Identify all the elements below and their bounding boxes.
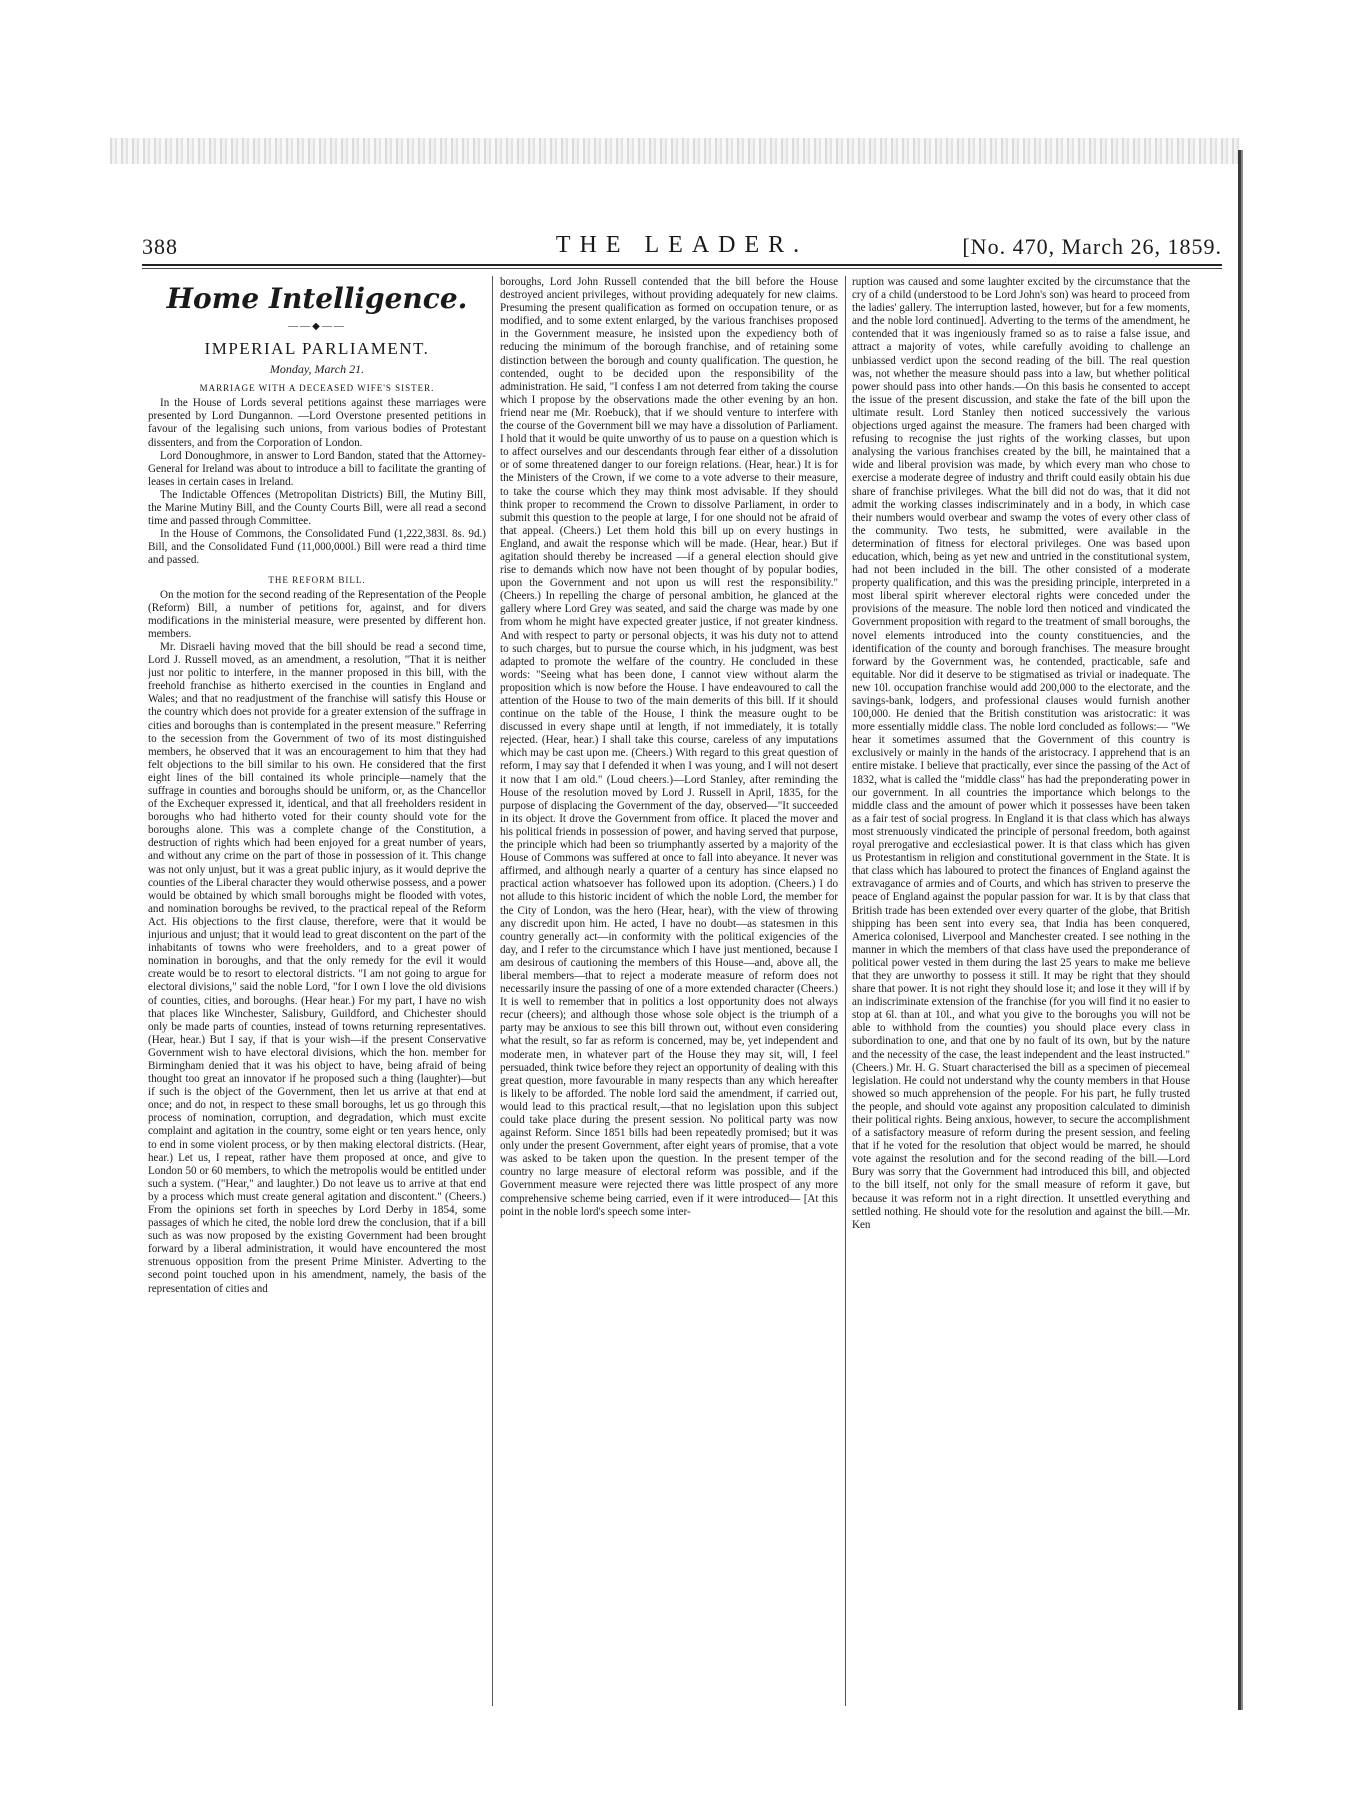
page-number: 388 bbox=[142, 234, 178, 259]
scan-artifact-right-edge bbox=[1238, 150, 1250, 1710]
subheading-reform-bill: THE REFORM BILL. bbox=[268, 574, 366, 585]
column-divider bbox=[845, 276, 846, 1706]
paragraph: The Indictable Offences (Metropolitan Districts) Bill, the Mutiny Bill, the Marine Mutiny Bill, and the County Courts Bill, were all read a second time and passed through Committee. bbox=[148, 488, 486, 528]
newspaper-title: THE LEADER. bbox=[555, 232, 809, 258]
column-divider bbox=[492, 276, 493, 1706]
paragraph: Lord Donoughmore, in answer to Lord Bandon, stated that the Attorney-General for Ireland was about to introduce a bill to facilitate the granting of leases in certain cases in Ireland. bbox=[148, 449, 486, 488]
column-2 bbox=[500, 276, 838, 1726]
article-heading: IMPERIAL PARLIAMENT. bbox=[204, 339, 430, 359]
ornament-icon: ——◆—— bbox=[288, 321, 346, 332]
paragraph: boroughs, Lord John Russell contended that the bill before the House destroyed ancient privileges, without providing adequately for new claims. Presuming the present qualification as formed on occupation tenure, or as modified, and to some extent enlarged, by the various franchises proposed in the Government measure, he insisted upon the expediency both of reducing the minimum of the borough franchise, and of retaining some distinction between the borough and county qualification. The question, he contended, ought to be decided upon the responsibility of the administration. He said, "I confess I am not deterred from taking the course which I propose by the observations made the other evening by an hon. friend near me (Mr. Roebuck), that if we should venture to interfere with the course of the Government bill we may have a dissolution of Parliament. I hold that it would be quite unworthy of us to pause on a question which is to affect ourselves and our descendants through fear either of a dissolution or of some threatened danger to our foreign relations. (Hear, hear.) It is for the Ministers of the Crown, if we come to a vote adverse to their measure, to take the course which they may think most advisable. If they should think proper to recommend the Crown to dissolve Parliament, in order to submit this question to the people at large, I for one should not be afraid of that appeal. (Cheers.) Let them hold this bill up on every hustings in England, and await the response which will be made. (Hear, hear.) But if agitation should thereby be increased —if a general election should give rise to demands which now have not been thought of by popular bodies, upon the Government and not upon us will rest the responsibility." (Cheers.) In repelling the charge of personal ambition, he glanced at the gallery where Lord Grey was seated, and said the charge was made by one from whom he might have expected greater justice, if not greater kindness. And with respect to party or personal objects, it was his duty not to attend to such charges, but to pursue the course which, in his judgment, was best adapted to promote the welfare of the country. He concluded in these words: "Seeing what has been done, I cannot view without alarm the proposition which is now before the House. I have endeavoured to call the attention of the House to two of the main demerits of this bill. If it should continue on the table of the House, I think the measure ought to be discussed in every shape until at length, if not immediately, it is totally rejected. (Hear, hear.) I shall take this course, careless of any imputations which may be cast upon me. (Cheers.) With regard to this great question of reform, I may say that I defended it when I was young, and I will not desert it now that I am old." (Loud cheers.)—Lord Stanley, after reminding the House of the resolution moved by Lord J. Russell in April, 1835, for the purpose of displacing the Government of the day, observed—"It succeeded in its object. It drove the Government from office. It placed the mover and his political friends in possession of power, and having served that purpose, the principle which had been so triumphantly asserted by a majority of the House of Commons was suffered at once to fall into abeyance. It never was affirmed, and although nearly a quarter of a century has since elapsed no practical action whatsoever has followed upon its adoption. (Cheers.) I do not allude to this historic incident of which the noble Lord, the member for the City of London, was the hero (Hear, hear), with the view of throwing any discredit upon him. He acted, I have no doubt—as statesmen in this country generally act—in conformity with the political exigencies of the day, and I refer to the circumstance which I have just mentioned, because I am desirous of cautioning the members of this House—and, above all, the liberal members—that to reject a moderate measure of reform does not necessarily insure the passing of one of a more extended character (Cheers.) It is well to remember that in politics a lost opportunity does not always recur (cheers); and although those whose sole object is the triumph of a party may be anxious to see this bill thrown out, without even considering what the result, so far as reform is concerned, may be, yet independent and moderate men, in whatever part of the House they may sit, will, I feel persuaded, think twice before they reject an opportunity of dealing with this great question, more favourable in many respects than any which hereafter is likely to be afforded. The noble lord said the amendment, if carried out, would lead to this practical result,—that no legislation upon this subject could take place during the present session. No political party was now against Reform. Since 1851 bills had been repeatedly promised; but it was only under the present Government, after eight years of promise, that a vote was asked to be taken upon the question. In the present temper of the country no large measure of electoral reform was possible, and if the Government measure were rejected there was little prospect of any more comprehensive scheme being carried, even if it were introduced— [At this point in the noble lord's speech some inter- bbox=[500, 276, 838, 1218]
column-3 bbox=[852, 276, 1190, 1726]
paragraph: On the motion for the second reading of the Representation of the People (Reform) Bill, a number of petitions for, against, and for divers modifications in the ministerial measure, were presented by different hon. members. bbox=[148, 588, 486, 640]
masthead bbox=[142, 232, 1222, 262]
issue-info: [No. 470, March 26, 1859. bbox=[962, 234, 1222, 259]
scan-artifact-top bbox=[110, 138, 1240, 164]
subheading-marriage: MARRIAGE WITH A DECEASED WIFE'S SISTER. bbox=[199, 383, 435, 394]
paragraph: ruption was caused and some laughter excited by the circumstance that the cry of a child (understood to be Lord John's son) was heard to proceed from the ladies' gallery. The interruption lasted, however, but for a few moments, and the noble lord continued]. Adverting to the terms of the amendment, he contended that it was ingeniously framed so as to raise a false issue, and attract a majority of votes, while carefully avoiding to challenge an unbiassed verdict upon the second reading of the bill. The real question was, not whether the measure should pass into a law, but whether political power should pass into other hands.—On this basis he consented to accept the issue of the present discussion, and stake the fate of the bill upon the ultimate result. Lord Stanley then noticed successively the various objections urged against the measure. The framers had been charged with refusing to recognise the just rights of the working classes, but upon analysing the various franchises created by the bill, he maintained that a wide and liberal provision was made, by which every man who chose to exercise a moderate degree of industry and thrift could easily obtain his due share of franchise privileges. What the bill did not do was, that it did not admit the working classes indiscriminately and in a body, in which case their numbers would overbear and swamp the votes of every other class of the community. Two tests, he submitted, were available in the determination of fitness for electoral privileges. One was based upon education, which, being as yet new and untried in the constitutional system, had not been included in the bill. The other consisted of a moderate property qualification, and this was the presiding principle, interpreted in a most liberal spirit wherever electoral rights were conceded under the provisions of the measure. The noble lord then noticed and vindicated the Government proposition with regard to the treatment of small boroughs, the novel elements introduced into the county constituencies, and the identification of the county and borough franchises. The measure brought forward by the Government was, he contended, practicable, safe and equitable. Nor did it deserve to be stigmatised as trivial or inadequate. The new 10l. occupation franchise would add 200,000 to the electorate, and the savings-bank, lodgers, and professional clauses would furnish another 100,000. He denied that the British constitution was aristocratic: it was more essentially middle class. The noble lord concluded as follows:— "We hear it sometimes assumed that the Government of this country is exclusively or mainly in the hands of the aristocracy. I apprehend that is an entire mistake. I believe that practically, ever since the passing of the Act of 1832, what is called the "middle class" has had the preponderating power in our government. In all countries the importance which belongs to the middle class and the amount of power which it possesses have been taken as a fair test of social progress. In England it is that class which has always most strenuously vindicated the principle of personal freedom, both against royal prerogative and ecclesiastical power. It is that class which has given us Protestantism in religion and constitutional government in the State. It is that class which has laboured to protect the finances of England against the extravagance of armies and of Courts, and which has striven to preserve the peace of England against the popular passion for war. It is by that class that British trade has been extended over every quarter of the globe, that British shipping has been sent into every sea, that India has been conquered, America colonised, Liverpool and Manchester created. I see nothing in the manner in which the members of that class have used the preponderance of political power vested in them during the last 25 years to make me believe that they are unworthy to possess it still. It may be right that they should share that power. It is not right they should lose it; and lose it they will if by an indiscriminate extension of the franchise (for you will find it no easier to stop at 6l. than at 10l., and what you give to the boroughs you will not be able to withhold from the counties) you should place every class in subordination to one, and that one by no fault of its own, but by the nature and the necessity of the case, the least independent and the least instructed." (Cheers.) Mr. H. G. Stuart characterised the bill as a specimen of piecemeal legislation. He could not understand why the county members in that House showed so much apprehension of the people. For his part, he fully trusted the people, and should vote against any proposition calculated to diminish their political rights. Being anxious, however, to secure the accomplishment of a satisfactory measure of reform during the present session, and feeling that if he voted for the resolution that object would be marred, he should vote against the resolution and for the second reading of the bill.—Lord Bury was sorry that the Government had introduced this bill, and objected to the bill itself, not only for the small measure of reform it gave, but because it was reform not in a right direction. It unsettled everything and settled nothing. He should vote for the resolution and against the bill.—Mr. Ken bbox=[852, 276, 1190, 1231]
paragraph: In the House of Lords several petitions against these marriages were presented by Lord Dungannon. —Lord Overstone presented petitions in favour of the legalising such unions, from various bodies of Protestant dissenters, and from the Corporation of London. bbox=[148, 397, 486, 449]
section-title: Home Intelligence. bbox=[166, 282, 468, 315]
column-1 bbox=[148, 276, 486, 1726]
header-rule bbox=[142, 264, 1222, 266]
header-rule-thin bbox=[142, 268, 1222, 269]
article-date: Monday, March 21. bbox=[269, 362, 365, 377]
paragraph: Mr. Disraeli having moved that the bill should be read a second time, Lord J. Russell moved, as an amendment, a resolution, "That it is neither just nor politic to interfere, in the manner proposed in this bill, with the freehold franchise as hitherto exercised in the counties in England and Wales; and that no readjustment of the franchise will satisfy this House or the country which does not provide for a greater extension of the suffrage in cities and boroughs than is contemplated in the present measure." Referring to the secession from the Government of two of its most distinguished members, he observed that it was an encouragement to him that they had felt objections to the bill similar to his own. He considered that the first eight lines of the bill contained its whole principle—namely that the suffrage in counties and boroughs should be uniform, or, as the Chancellor of the Exchequer expressed it, identical, and that all freeholders resident in boroughs who had hitherto voted for their county should vote for the boroughs alone. This was a complete change of the Constitution, a destruction of rights which had been enjoyed for a great number of years, and without any crime on the part of those in possession of it. This change was not only unjust, but it was a great public injury, as it would deprive the counties of the Liberal character they would otherwise possess, and a power would be obtained by which small boroughs might be flooded with votes, and nomination boroughs be revived, to the practical repeal of the Reform Act. His objections to the first clause, therefore, were that it would be injurious and unjust; that it would lead to great discontent on the part of the inhabitants of towns who were freeholders, and to a great power of nomination in boroughs, and that the only remedy for the evil it would create would be to resort to electoral districts. "I am not going to argue for electoral divisions," said the noble Lord, "for I own I love the old divisions of counties, cities, and boroughs. (Hear hear.) For my part, I have no wish that places like Winchester, Salisbury, Guildford, and Chichester should only be made parts of counties, instead of towns returning representatives. (Hear, hear.) But I say, if that is your wish—if the present Conservative Government wish to have electoral divisions, which the hon. member for Birmingham denied that it was his object to have, being afraid of being thought too great an innovator if he proposed such a thing (laughter)—but if such is the object of the Government, then let us arrive at that end at once; and do not, in respect to these small boroughs, let us go through this process of nomination, corruption, and degradation, which must excite complaint and agitation in the country, some eight or ten years hence, only to end in some violent process, or by then making electoral districts. (Hear, hear.) Let us, I repeat, rather have them proposed at once, and give to London 50 or 60 members, to which the metropolis would be entitled under such a system. ("Hear," and laughter.) Do not leave us to arrive at that end by a process which must create general agitation and discontent." (Cheers.) From the opinions set forth in speeches by Lord Derby in 1854, some passages of which he cited, the noble lord drew the conclusion, that if a bill such as was now proposed by the existing Government had been brought forward by a liberal administration, it would have encountered the most strenuous opposition from the present Prime Minister. Adverting to the second point touched upon in his amendment, namely, the basis of the representation of cities and bbox=[148, 640, 486, 1295]
paragraph: In the House of Commons, the Consolidated Fund (1,222,383l. 8s. 9d.) Bill, and the Consolidated Fund (11,000,000l.) Bill were read a third time and passed. bbox=[148, 528, 486, 567]
